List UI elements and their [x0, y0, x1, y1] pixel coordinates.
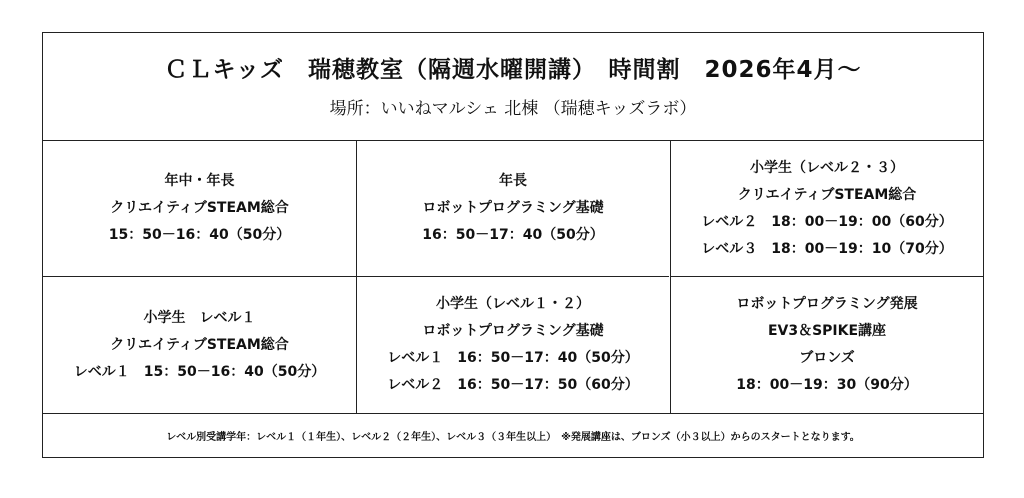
class-time: 16：50－17：40（50分）	[422, 227, 604, 243]
class-cell-elementary-robot-l12	[356, 277, 669, 413]
class-cell-elementary-steam-l1	[43, 277, 356, 413]
class-name: 小学生（レベル２・３）	[750, 159, 904, 176]
class-course: ロボットプログラミング基礎	[422, 200, 604, 216]
class-name: 年中・年長	[164, 173, 235, 189]
class-cell-kindergarten-robot	[356, 141, 669, 277]
class-time: 18：00－19：30（90分）	[736, 377, 918, 393]
location-subtitle: 場所：いいねマルシェ 北棟 （瑞穂キッズラボ）	[329, 99, 697, 119]
footer-note: レベル別受講学年：レベル１（１年生）、レベル２（２年生）、レベル３（３年生以上） ※発展講座は、ブロンズ（小３以上）からのスタートとなります。	[166, 432, 860, 443]
schedule-table	[42, 32, 984, 458]
class-name: 小学生（レベル１・２）	[436, 296, 590, 312]
class-course: クリエイティブSTEAM総合	[110, 200, 289, 216]
class-time: レベル１ 15：50－16：40（50分）	[73, 363, 326, 380]
class-time: レベル２ 18：00－19：00（60分）	[701, 213, 953, 230]
class-course: クリエイティブSTEAM総合	[737, 186, 917, 203]
class-name: 小学生 レベル１	[143, 309, 256, 326]
page-title: ＣＬキッズ 瑞穂教室（隔週水曜開講） 時間割 2026年4月～	[164, 57, 862, 83]
schedule-footer	[43, 413, 983, 457]
schedule-header	[43, 33, 983, 141]
class-grid	[43, 141, 983, 413]
class-cell-robot-advanced	[670, 277, 983, 413]
class-course: ロボットプログラミング基礎	[422, 323, 604, 339]
class-time: レベル１ 16：50－17：40（50分）	[387, 350, 639, 366]
class-name: 年長	[499, 173, 527, 189]
class-name: ロボットプログラミング発展	[736, 296, 918, 312]
class-course: クリエイティブSTEAM総合	[110, 336, 289, 353]
class-time: レベル３ 18：00－19：10（70分）	[701, 240, 953, 257]
class-level: ブロンズ	[799, 350, 855, 366]
class-cell-elementary-steam-l23	[670, 141, 983, 277]
class-time: レベル２ 16：50－17：50（60分）	[387, 377, 639, 393]
class-time: 15：50－16：40（50分）	[108, 227, 291, 243]
class-cell-kindergarten-steam	[43, 141, 356, 277]
class-course: EV3＆SPIKE講座	[767, 323, 887, 339]
